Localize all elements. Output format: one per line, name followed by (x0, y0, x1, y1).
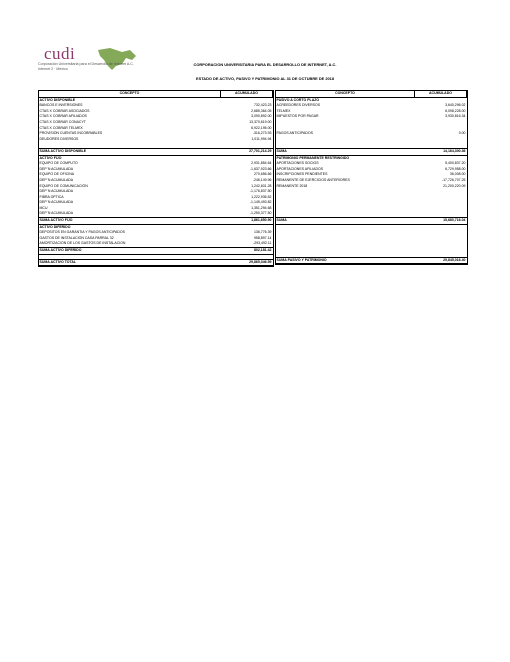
liabilities-header-row (276, 91, 467, 98)
right-row-sum (276, 148, 467, 155)
row-label: DEP´N ACUMULADA (39, 200, 74, 205)
row-value: 36,008.00 (449, 172, 466, 177)
row-value: 1,222,936.52 (251, 194, 272, 199)
logo-tagline: Internet 2 · México (38, 67, 68, 71)
row-label: IMPUESTOS POR PAGAR (276, 114, 319, 119)
left-row-sum (39, 248, 273, 255)
logo-text: cudi (44, 44, 76, 63)
assets-header-row (39, 91, 273, 98)
row-value: 15,680,716.04 (415, 218, 467, 225)
row-label: APORTACIONES AFILIADOS (276, 166, 324, 171)
row-value: 1,861,650.90 (221, 218, 273, 225)
row-value: 29,865,046.59 (221, 259, 273, 266)
left-row-sum (39, 218, 273, 225)
row-label: SUMA ACTIVO FIJO (39, 218, 221, 225)
column-header-concepto: CONCEPTO (39, 91, 221, 98)
row-value: 136,776.39 (253, 230, 272, 235)
row-label: DEP´N ACUMULADA (39, 189, 74, 194)
row-value: 3,090,892.00 (251, 114, 272, 119)
row-value: -1,145,493.82 (249, 200, 272, 205)
row-label: DEP´N ACUMULADA (39, 211, 74, 216)
row-label: APORTACIONES SOCIOS (276, 161, 319, 166)
row-label: CTAS X COBRAR CONACYT (39, 119, 86, 124)
row-label: SUMA (276, 218, 415, 225)
row-label: INSCRIPCIONES PENDIENTES (276, 172, 328, 177)
row-value: -17,726,707.25 (441, 177, 466, 182)
row-value: 958,897.14 (253, 235, 272, 240)
row-label: EQUIPO DE COMUNICACIÓN (39, 183, 88, 188)
row-label: BANCOS E INVERSIONES (39, 103, 83, 108)
row-value: 270,656.66 (253, 172, 272, 177)
row-value: -316,273.93 (252, 131, 272, 136)
row-label: PROVISION CUENTAS INCOBRABLES (39, 131, 103, 136)
row-label: EQUIPO DE COMPUTO (39, 161, 78, 166)
row-label: DEP´N ACUMULADA (39, 166, 74, 171)
row-label: DEP´N ACUMULADA (39, 177, 74, 182)
row-label: ACTIVO DIFERIDO (39, 224, 71, 229)
row-value: 1,242,601.28 (251, 183, 272, 188)
row-value: 21,200,220.09 (443, 183, 466, 188)
row-value: 6,922,195.00 (251, 125, 272, 130)
row-label: ACREEDORES DIVERSOS (276, 103, 321, 108)
row-label: MCU (39, 205, 48, 210)
row-value: 29,845,016.40 (415, 257, 467, 264)
row-value: 1,351,294.68 (251, 205, 272, 210)
row-value: 6,098,228.00 (445, 108, 466, 113)
row-value: 5,400,837.20 (445, 161, 466, 166)
row-label: SUMA (276, 148, 415, 155)
row-value: 2,685,364.05 (251, 108, 272, 113)
row-label: CTAS X COBRAR TELMEX (39, 125, 83, 130)
row-value: 27,701,214.29 (221, 148, 273, 155)
row-label: SUMA ACTIVO DIFERIDO (39, 248, 221, 255)
row-label: REMANENTE 2018 (276, 183, 308, 188)
row-label: SUMA PASIVO Y PATRIMONIO (276, 257, 415, 264)
logo-subtitle: Corporación Universitaria para el Desarrollo de Internet A.C. (38, 62, 134, 66)
right-row-sum (276, 218, 467, 225)
row-label: FIBRA OPTICA (39, 194, 64, 199)
row-value: -1,176,837.50 (249, 189, 272, 194)
row-label: DEPOSITOS EN GARANTIA Y PAGOS ANTICIPADOS (39, 230, 125, 235)
row-label: SUMA ACTIVO DISPONIBLE (39, 148, 221, 155)
row-label: TELMEX (276, 108, 291, 113)
left-row-sum (39, 148, 273, 155)
row-value: 2,931,854.64 (251, 161, 272, 166)
row-label: ACTIVO FIJO (39, 155, 62, 160)
row-value: -1,637,923.66 (249, 166, 272, 171)
row-value: -246,149.96 (252, 177, 272, 182)
row-label: AMORTIZACIÓN DE LOS GASTOS DE INSTALACION (39, 241, 126, 246)
report-subtitle: ESTADO DE ACTIVO, PASIVO Y PATRIMONIO AL 31 DE OCTUBRE DE 2018 (196, 76, 334, 81)
row-label: REMANENTE DE EJERCICIOS ANTERIORES (276, 177, 350, 182)
row-value: -293,492.11 (253, 241, 272, 246)
row-label: PATRIMONIO PERMANENTE RESTRINGIDO (276, 155, 350, 160)
row-value: 3,640,296.02 (445, 103, 466, 108)
row-value: -1,250,377.50 (249, 211, 272, 216)
left-row-total (39, 259, 273, 266)
row-label: PAGOS ANTICIPADOS (276, 131, 313, 136)
report-title: CORPORACION UNIVERSITARIA PARA EL DESARROLLO DE INTERNET, A.C. (193, 62, 337, 67)
row-label: GASTOS DE INSTALACIÓN CASA PARRAL 32 (39, 235, 114, 240)
row-value: 3,930,816.34 (445, 114, 466, 119)
row-label: DEUDORES DIVERSOS (39, 136, 79, 141)
row-label: CTAS X COBRAR AFILIADOS (39, 114, 87, 119)
row-value: 0.00 (458, 131, 466, 136)
row-value: 6,729,958.00 (445, 166, 466, 171)
row-label: EQUIPO DE OFICINA (39, 172, 75, 177)
row-value: 802,181.42 (221, 248, 273, 255)
column-header-acumulado: ACUMULADO (221, 91, 273, 98)
row-value: 13,370,619.00 (249, 119, 272, 124)
row-value: 14,164,300.36 (415, 148, 467, 155)
row-value: 1,011,994.94 (251, 136, 272, 141)
liabilities-table (275, 90, 467, 264)
column-header-acumulado: ACUMULADO (415, 91, 467, 98)
row-label: PASIVO A CORTO PLAZO (276, 97, 320, 102)
assets-table (38, 90, 273, 266)
row-value: 732,423.23 (253, 103, 272, 108)
right-row-total (276, 257, 467, 264)
row-label: ACTIVO DISPONIBLE (39, 97, 76, 102)
row-label: SUMA ACTIVO TOTAL (39, 259, 221, 266)
row-label: CTAS X COBRAR ASOCIADOS (39, 108, 90, 113)
column-header-concepto: CONCEPTO (276, 91, 415, 98)
